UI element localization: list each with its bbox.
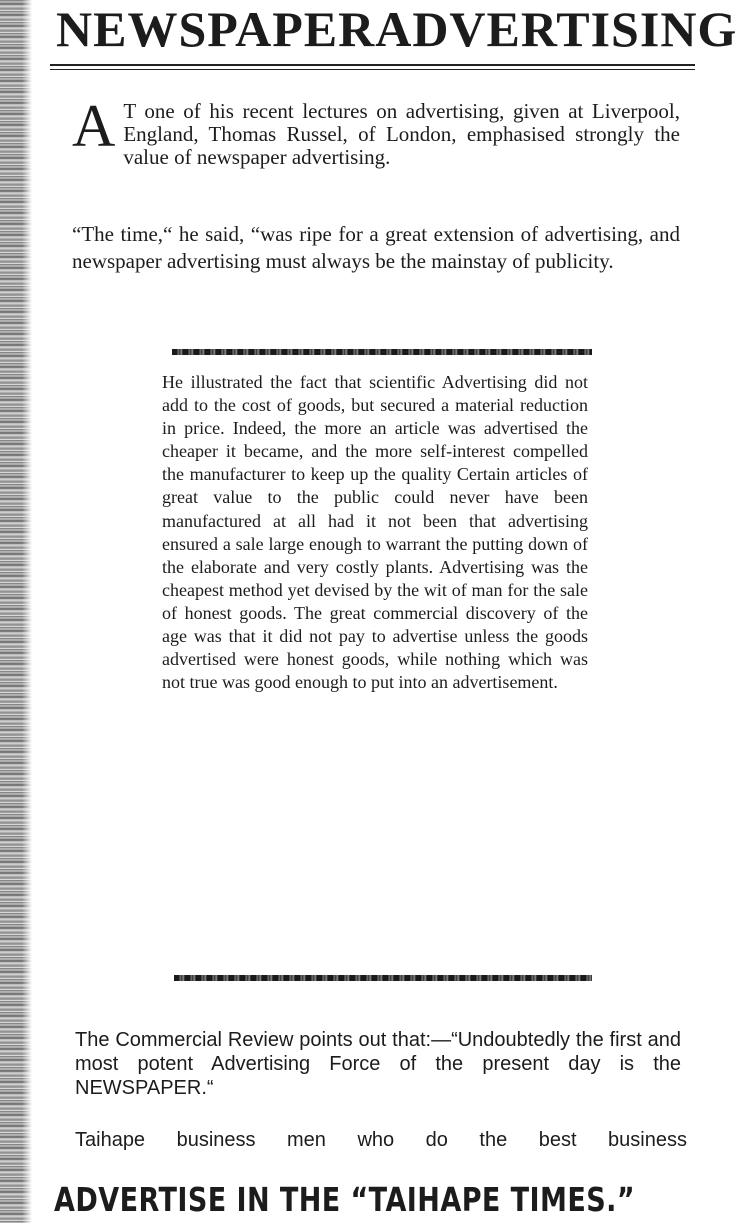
advertise-slogan: ADVERTISE IN THE “TAIHAPE TIMES.”	[54, 1180, 636, 1219]
quote-paragraph: “The time,“ he said, “was ripe for a great extension of advertising, and newspaper advertising must always be the mainstay of publicity.	[72, 222, 680, 273]
intro-paragraph	[72, 93, 680, 169]
intro-text: T one of his recent lectures on advertising, given at Liverpool, England, Thomas Russel, of London, emphasised strongly the value of newspaper advertising.	[123, 99, 680, 169]
drop-cap: A	[72, 93, 116, 159]
commercial-review-paragraph: The Commercial Review points out that:—“Undoubtedly the first and most potent Advertising Force of the present day is the NEWSPAPER.“	[75, 1029, 681, 1099]
headline	[56, 0, 737, 58]
taihape-business-line: Taihape business men who do the best business	[75, 1129, 687, 1151]
headline-rule	[50, 64, 695, 70]
headline-word-newspaper: NEWSPAPER	[56, 1, 376, 57]
box-top-rule	[172, 349, 592, 355]
scanned-page-edge	[0, 0, 32, 1223]
box-bottom-rule	[174, 975, 592, 981]
boxed-paragraph: He illustrated the fact that scientific Advertising did not add to the cost of goods, but secured a material reduction in price. Indeed, the more an article was advertised the cheaper it became, and the more self-interest compelled the manufacturer to keep up the quality Certain articles of great value to the public could never have been manufactured at all had it not been that advertising ensured a sale large enough to warrant the putting down of the elaborate and very costly plants. Advertising was the cheapest method yet devised by the wit of man for the sale of honest goods. The great commercial discovery of the age was that it did not pay to advertise unless the goods advertised were honest goods, while nothing which was not true was good enough to put into an advertisement.	[162, 372, 588, 693]
headline-word-advertising: ADVERTISING	[375, 1, 737, 57]
